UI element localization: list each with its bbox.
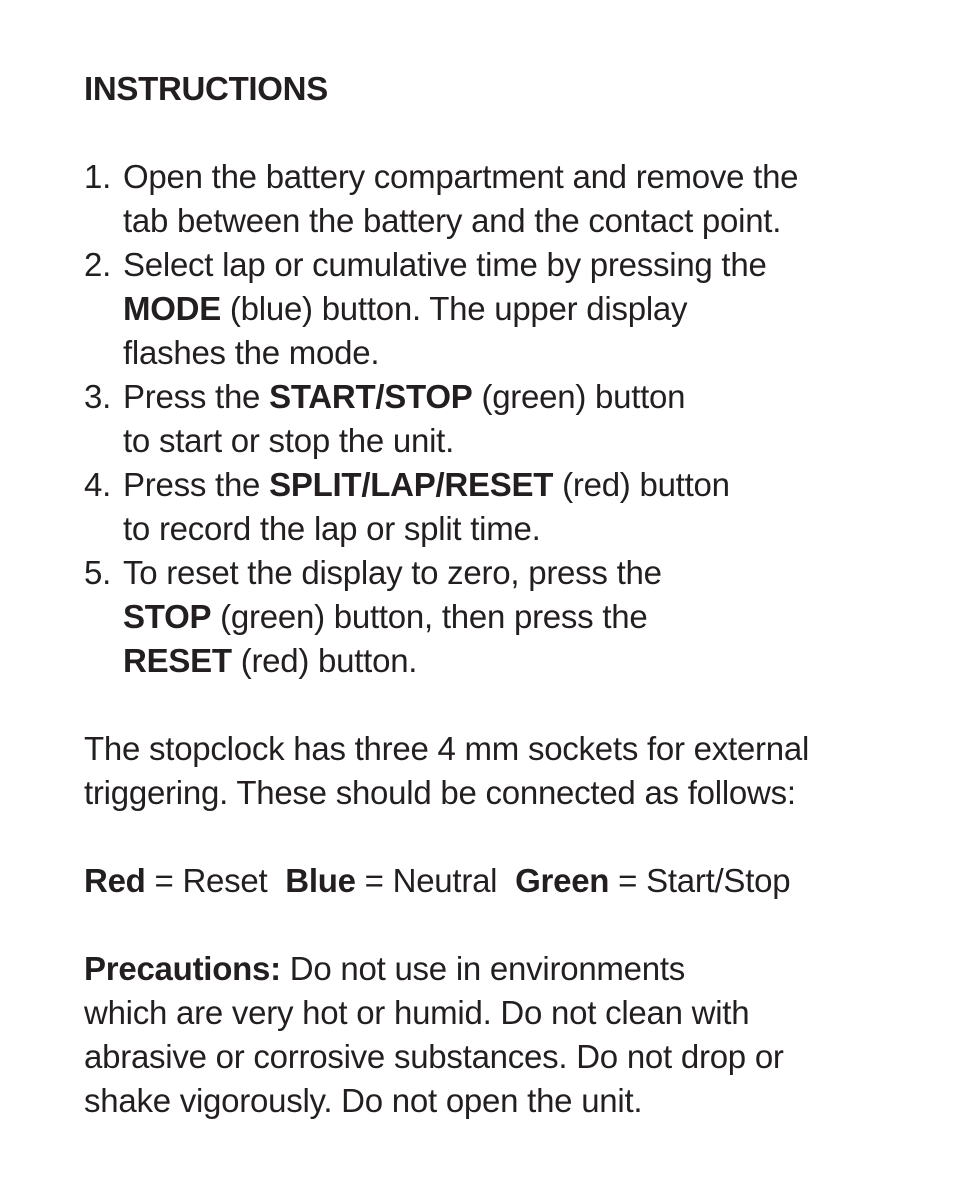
step-text: (red) button	[553, 466, 730, 503]
legend-red-label: Red	[84, 862, 146, 899]
paragraph-text: which are very hot or humid. Do not clean with	[84, 994, 750, 1031]
step-text-line	[123, 595, 914, 639]
steps-list	[84, 155, 914, 683]
paragraph-text: The stopclock has three 4 mm sockets for external	[84, 730, 810, 767]
socket-legend	[84, 859, 914, 903]
precautions-paragraph	[84, 947, 914, 1123]
paragraph-text: Do not use in environments	[280, 950, 686, 987]
step-text: (red) button.	[231, 642, 418, 679]
instructions-page	[84, 67, 914, 1123]
spacer	[84, 815, 914, 859]
paragraph-text: abrasive or corrosive substances. Do not drop or	[84, 1038, 784, 1075]
paragraph-text: triggering. These should be connected as follows:	[84, 774, 796, 811]
paragraph-text-line	[84, 947, 914, 991]
legend-blue-value: = Neutral	[355, 862, 516, 899]
step-4	[84, 463, 914, 551]
spacer	[84, 683, 914, 727]
legend-green-label: Green	[515, 862, 610, 899]
step-1	[84, 155, 914, 243]
step-text: tab between the battery and the contact point.	[123, 202, 782, 239]
precautions-label: Precautions:	[84, 950, 281, 987]
step-text: (green) button	[472, 378, 686, 415]
step-text-line	[123, 375, 914, 419]
step-text: To reset the display to zero, press the	[123, 554, 662, 591]
step-text: flashes the mode.	[123, 334, 380, 371]
step-text-line	[123, 463, 914, 507]
legend-blue-label: Blue	[285, 862, 356, 899]
step-text: Press the	[123, 378, 270, 415]
spacer	[84, 111, 914, 155]
step-number: 3.	[84, 378, 112, 415]
step-5	[84, 551, 914, 683]
step-text: to record the lap or split time.	[123, 510, 541, 547]
step-text: Open the battery compartment and remove the	[123, 158, 799, 195]
stop-button-name: STOP	[123, 598, 212, 635]
start-stop-button-name: START/STOP	[269, 378, 473, 415]
step-number: 4.	[84, 466, 112, 503]
split-lap-reset-button-name: SPLIT/LAP/RESET	[269, 466, 554, 503]
step-text: Press the	[123, 466, 270, 503]
step-text-line	[123, 287, 914, 331]
step-number: 5.	[84, 554, 112, 591]
sockets-paragraph	[84, 727, 914, 815]
reset-button-name: RESET	[123, 642, 232, 679]
step-number: 2.	[84, 246, 112, 283]
legend-green-value: = Start/Stop	[609, 862, 791, 899]
legend-red-value: = Reset	[145, 862, 286, 899]
step-text-line	[123, 639, 914, 683]
step-text: (blue) button. The upper display	[221, 290, 688, 327]
step-text: Select lap or cumulative time by pressing the	[123, 246, 767, 283]
instructions-heading: INSTRUCTIONS	[84, 70, 328, 107]
step-2	[84, 243, 914, 375]
step-number: 1.	[84, 158, 112, 195]
step-3	[84, 375, 914, 463]
mode-button-name: MODE	[123, 290, 221, 327]
paragraph-text: shake vigorously. Do not open the unit.	[84, 1082, 643, 1119]
step-text: to start or stop the unit.	[123, 422, 455, 459]
step-text: (green) button, then press the	[211, 598, 648, 635]
spacer	[84, 903, 914, 947]
